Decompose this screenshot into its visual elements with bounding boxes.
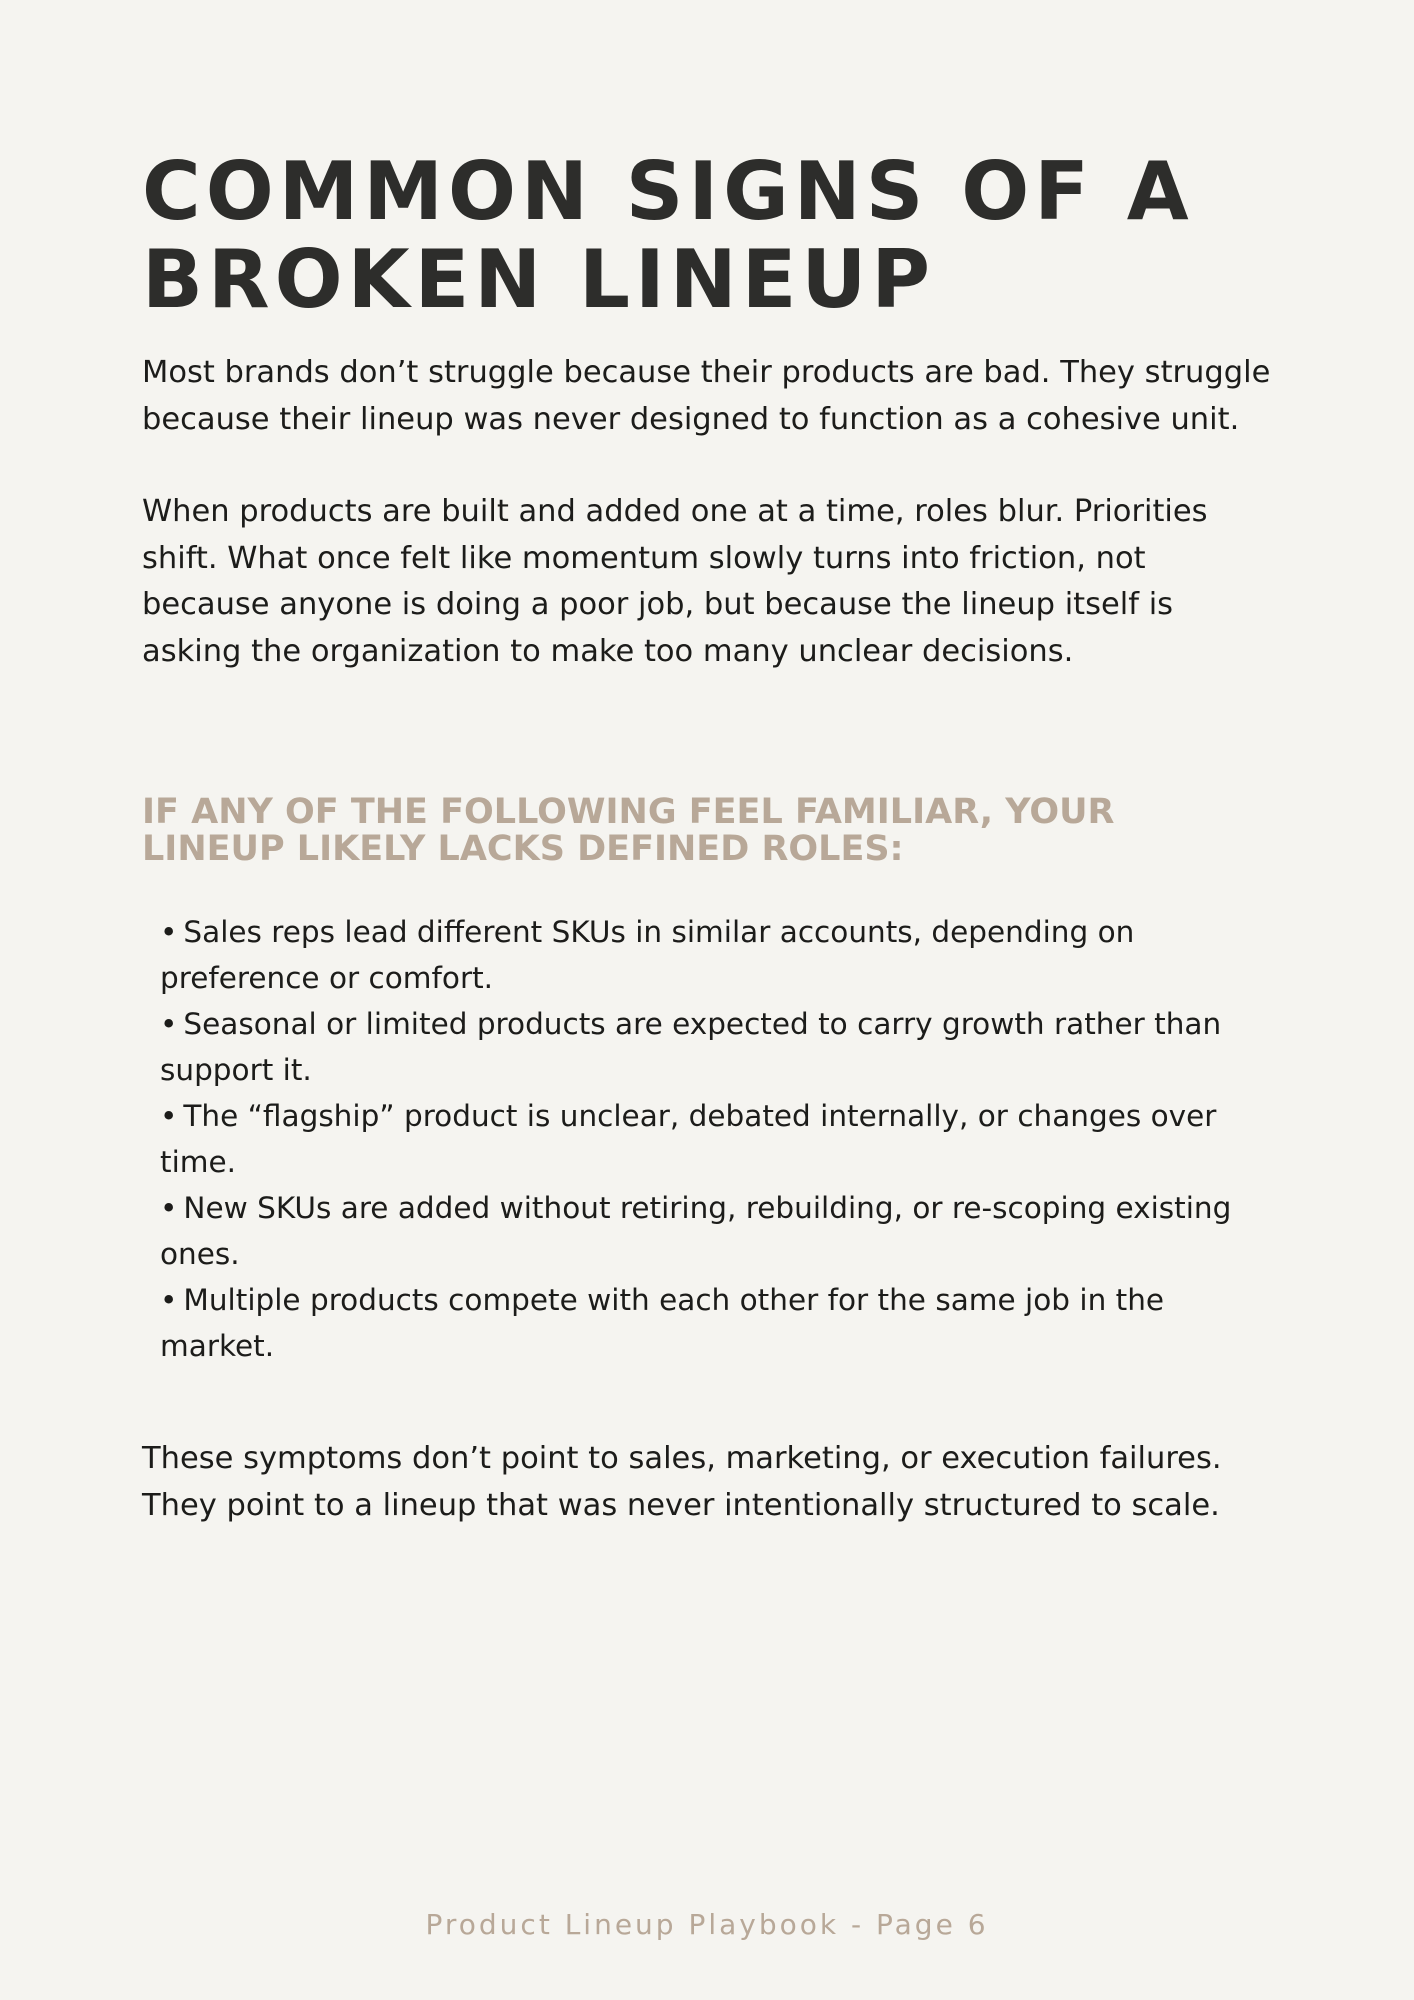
bullet-icon: •: [160, 1283, 178, 1317]
intro-paragraph-1: Most brands don’t struggle because their products are bad. They struggle because their lineup was never designed to function as a cohesive unit.: [142, 355, 1271, 437]
list-item-text: The “flagship” product is unclear, debated internally, or changes over time.: [160, 1099, 1217, 1179]
list-item: [160, 909, 1240, 1001]
section-subheading: IF ANY OF THE FOLLOWING FEEL FAMILIAR, YOUR LINEUP LIKELY LACKS DEFINED ROLES:: [142, 792, 1115, 869]
list-item: [160, 1093, 1240, 1185]
bullet-icon: •: [160, 1007, 178, 1041]
page-title: COMMON SIGNS OF A BROKEN LINEUP: [142, 145, 1194, 326]
bullet-icon: •: [160, 915, 178, 949]
intro-paragraph-2: When products are built and added one at a time, roles blur. Priorities shift. What once felt like momentum slowly turns into friction, not because anyone is doing a poor job, but because the lineup itself is asking the organization to make too many unclear decisions.: [142, 494, 1208, 669]
list-item-text: Sales reps lead different SKUs in similar accounts, depending on preference or comfort.: [160, 915, 1135, 995]
list-item: [160, 1277, 1240, 1369]
list-item-text: New SKUs are added without retiring, rebuilding, or re-scoping existing ones.: [160, 1191, 1232, 1271]
list-item-text: Multiple products compete with each other for the same job in the market.: [160, 1283, 1165, 1363]
list-item-text: Seasonal or limited products are expected to carry growth rather than support it.: [160, 1007, 1222, 1087]
intro-section: [142, 350, 1282, 721]
page-footer: Product Lineup Playbook - Page 6: [425, 1908, 989, 1941]
bullet-icon: •: [160, 1191, 178, 1225]
list-item: [160, 1185, 1240, 1277]
list-item: [160, 1001, 1240, 1093]
bullet-icon: •: [160, 1099, 178, 1133]
symptom-list: [160, 909, 1240, 1369]
closing-paragraph: These symptoms don’t point to sales, marketing, or execution failures. They point to a lineup that was never intentionally structured to scale.: [142, 1441, 1222, 1523]
